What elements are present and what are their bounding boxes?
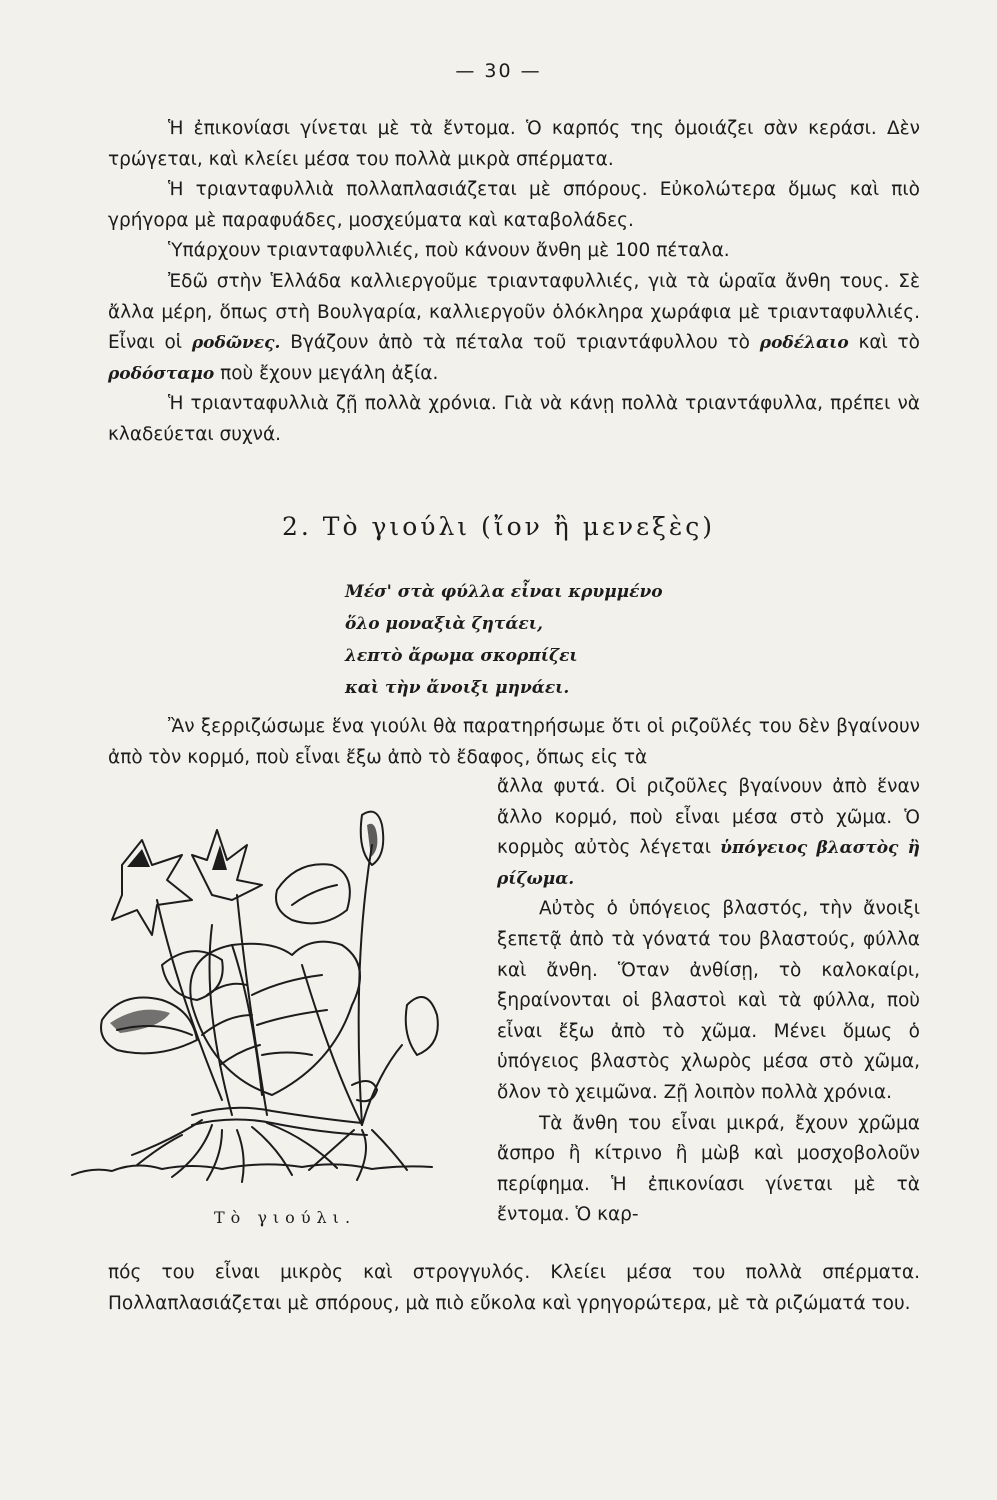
right-column-text xyxy=(497,772,920,1231)
paragraph xyxy=(108,267,920,389)
rose-section-text xyxy=(108,114,920,451)
paragraph-text: ποὺ ἔχουν μεγάλη ἀξία. xyxy=(220,362,439,384)
paragraph: πός του εἶναι μικρὸς καὶ στρογγυλός. Κλείει μέσα του πολλὰ σπέρματα. Πολλαπλασιάζεται μὲ σπόρους, μὰ πιὸ εὔκολα καὶ γρηγορώτερα, μὲ τὰ ριζώματά του. xyxy=(108,1262,920,1314)
poem xyxy=(345,576,765,704)
poem-line: καὶ τὴν ἄνοιξι μηνάει. xyxy=(345,678,570,698)
paragraph: Ἡ ἐπικονίασι γίνεται μὲ τὰ ἔντομα. Ὁ καρπός της ὁμοιάζει σὰν κεράσι. Δὲν τρώγεται, καὶ κλείει μέσα του πολλὰ μικρὰ σπέρματα. xyxy=(108,118,920,170)
violet-plant-illustration xyxy=(62,785,492,1190)
paragraph: Τὰ ἄνθη του εἶναι μικρά, ἔχουν χρῶμα ἄσπρο ἢ κίτρινο ἢ μὼβ καὶ μοσχοβολοῦν περίφημα. Ἡ ἐπικονίασι γίνεται μὲ τὰ ἔντομα. Ὁ καρ- xyxy=(497,1112,920,1226)
paragraph-text: Βγάζουν ἀπὸ τὰ πέταλα τοῦ τριαντάφυλλου τὸ xyxy=(290,332,751,354)
violet-intro xyxy=(108,712,920,773)
section-heading: 2. Τὸ γιούλι (ἴον ἢ μενεξὲς) xyxy=(281,512,716,541)
paragraph: Ἡ τριανταφυλλιὰ πολλαπλασιάζεται μὲ σπόρους. Εὐκολώτερα ὅμως καὶ πιὸ γρήγορα μὲ παραφυάδες, μοσχεύματα καὶ καταβολάδες. xyxy=(108,179,920,231)
term-rose-oil: ροδέλαιο xyxy=(759,333,849,354)
poem-line: λεπτὸ ἄρωμα σκορπίζει xyxy=(345,646,578,666)
paragraph: Ἡ τριανταφυλλιὰ ζῇ πολλὰ χρόνια. Γιὰ νὰ κάνῃ πολλὰ τριαντάφυλλα, πρέπει νὰ κλαδεύεται συχνά. xyxy=(108,393,920,445)
poem-line: ὅλο μοναξιὰ ζητάει, xyxy=(345,614,543,634)
paragraph: Ὑπάρχουν τριανταφυλλιές, ποὺ κάνουν ἄνθη μὲ 100 πέταλα. xyxy=(168,240,730,262)
paragraph: Αὐτὸς ὁ ὑπόγειος βλαστός, τὴν ἄνοιξι ξεπετᾷ ἀπὸ τὰ γόνατά του βλαστούς, φύλλα καὶ ἄνθη. Ὅταν ἀνθίσῃ, τὸ καλοκαίρι, ξηραίνονται οἱ βλαστοὶ καὶ τὰ φύλλα, ποὺ εἶναι ἔξω ἀπὸ τὸ χῶμα. Μένει ὅμως ὁ ὑπόγειος βλαστὸς χλωρὸς μέσα στὸ χῶμα, ὅλον τὸ χειμῶνα. Ζῇ λοιπὸν πολλὰ χρόνια. xyxy=(497,898,920,1103)
term-rhizome: ὑπόγειος βλαστὸς ἢ ρίζωμα. xyxy=(497,838,920,889)
page-number: — 30 — xyxy=(455,60,542,82)
figure-caption: Τὸ γιούλι. xyxy=(213,1208,357,1227)
poem-line: Μέσ' στὰ φύλλα εἶναι κρυμμένο xyxy=(345,582,663,602)
paragraph-text: Ἐδῶ στὴν Ἑλλάδα καλλιεργοῦμε τριανταφυλλιές, γιὰ τὰ ὡραῖα ἄνθη τους. Σὲ ἄλλα μέρη, ὅπως στὴ Βουλγαρία, καλλιεργοῦν ὁλόκληρα χωράφια μὲ τριανταφυλλιές. Εἶναι οἱ xyxy=(108,270,920,354)
paragraph-text: καὶ τὸ xyxy=(858,332,921,354)
paragraph: Ἂν ξερριζώσωμε ἕνα γιούλι θὰ παρατηρήσωμε ὅτι οἱ ριζοῦλές του δὲν βγαίνουν ἀπὸ τὸν κορμό, ποὺ εἶναι ἔξω ἀπὸ τὸ ἔδαφος, ὅπως εἰς τὰ xyxy=(108,716,920,768)
violet-closing xyxy=(108,1258,920,1319)
paragraph xyxy=(497,772,920,894)
paragraph-text: ἄλλα φυτά. Οἱ ριζοῦλες βγαίνουν ἀπὸ ἕναν ἄλλο κορμό, ποὺ εἶναι μέσα στὸ χῶμα. Ὁ κορμὸς αὐτὸς λέγεται xyxy=(497,776,920,859)
term-rose-water: ροδόσταμο xyxy=(108,363,215,384)
term-rose-gardens: ροδῶνες. xyxy=(191,333,281,354)
